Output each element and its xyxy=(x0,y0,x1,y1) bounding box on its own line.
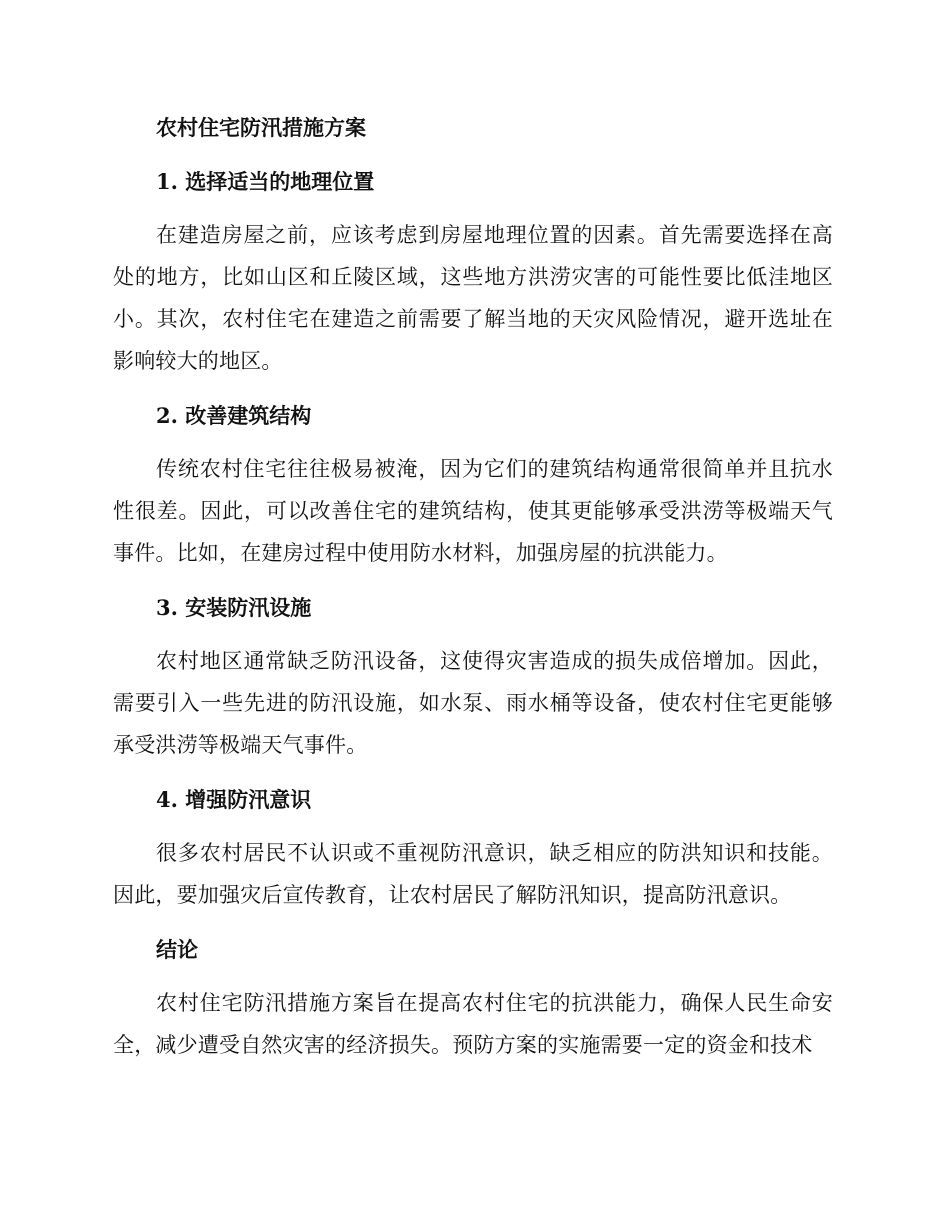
section-heading-awareness: 4. 增强防汛意识 xyxy=(156,787,312,812)
section-heading-conclusion: 结论 xyxy=(156,937,198,962)
section-body-facilities: 农村地区通常缺乏防汛设备，这使得灾害造成的损失成倍增加。因此，需要引入一些先进的防汛设施，如水泵、雨水桶等设备，使农村住宅更能够承受洪涝等极端天气事件。 xyxy=(113,649,833,757)
section-body-location: 在建造房屋之前，应该考虑到房屋地理位置的因素。首先需要选择在高处的地方，比如山区和丘陵区域，这些地方洪涝灾害的可能性要比低洼地区小。其次，农村住宅在建造之前需要了解当地的天灾风险情况，避开选址在影响较大的地区。 xyxy=(113,223,833,373)
document-title: 农村住宅防汛措施方案 xyxy=(156,115,366,140)
section-heading-location: 1. 选择适当的地理位置 xyxy=(156,169,375,194)
section-heading-structure: 2. 改善建筑结构 xyxy=(156,403,312,428)
section-heading-facilities: 3. 安装防汛设施 xyxy=(156,595,312,620)
section-body-conclusion: 农村住宅防汛措施方案旨在提高农村住宅的抗洪能力，确保人民生命安全，减少遭受自然灾害的经济损失。预防方案的实施需要一定的资金和技术 xyxy=(113,991,833,1057)
section-body-awareness: 很多农村居民不认识或不重视防汛意识，缺乏相应的防洪知识和技能。因此，要加强灾后宣传教育，让农村居民了解防汛知识，提高防汛意识。 xyxy=(113,841,833,907)
section-body-structure: 传统农村住宅往往极易被淹，因为它们的建筑结构通常很简单并且抗水性很差。因此，可以改善住宅的建筑结构，使其更能够承受洪涝等极端天气事件。比如，在建房过程中使用防水材料，加强房屋的抗洪能力。 xyxy=(113,457,833,565)
document-page xyxy=(113,106,833,1078)
